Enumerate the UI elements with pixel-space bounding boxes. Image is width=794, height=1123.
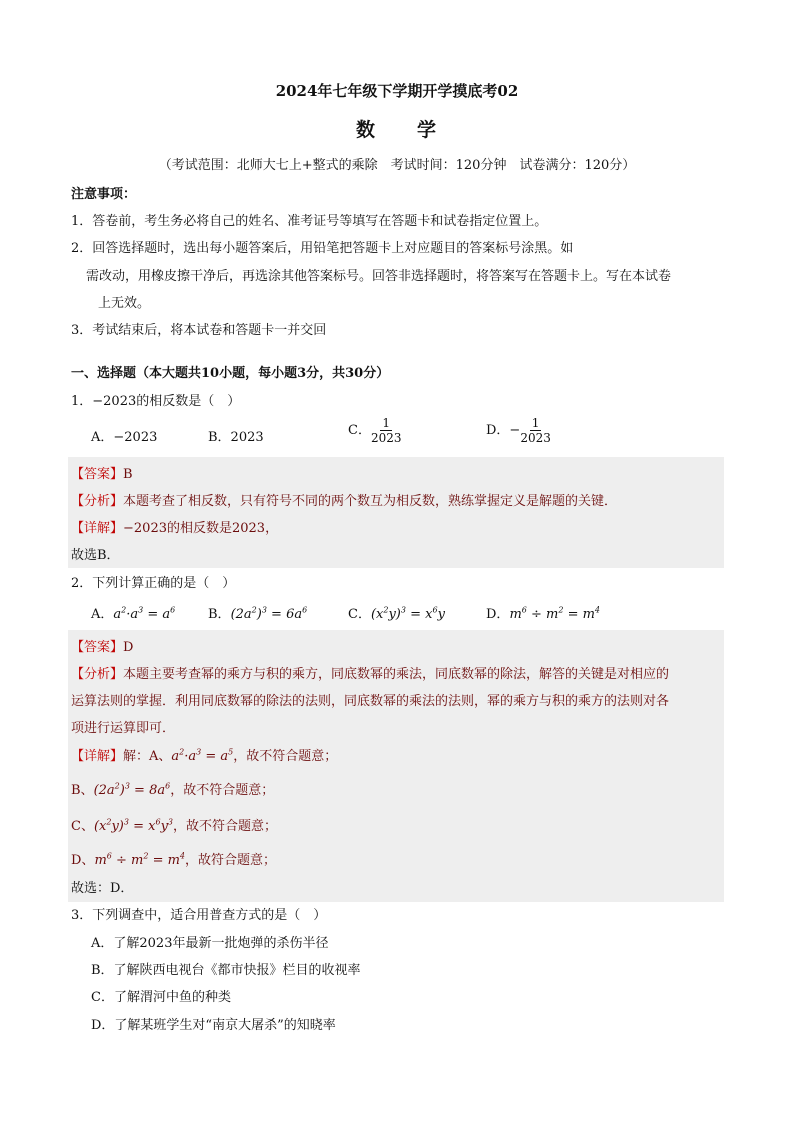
note-2: 2．回答选择题时，选出每小题答案后，用铅笔把答题卡上对应题目的答案标号涂黑。如 — [71, 241, 574, 256]
detail-tag: 【详解】 — [71, 521, 124, 536]
detail-a-formula: $a^2\cdot a^3 = a^5$ — [171, 747, 234, 764]
q2-analysis-line-2: 运算法则的掌握．利用同底数幂的除法的法则，同底数幂的乘法的法则，幂的乘方与积的乘方的法则对各 — [71, 694, 670, 709]
q1-conclusion: 故选B． — [71, 548, 120, 563]
answer-value: B — [123, 467, 133, 482]
detail-a-suffix: ，故不符合题意； — [233, 749, 338, 764]
answer-tag: 【答案】 — [71, 467, 124, 482]
q1-option-b: B．2023 — [208, 430, 264, 445]
detail-c-suffix: ，故不符合题意； — [173, 819, 278, 834]
q1-option-d-label: D．− — [486, 423, 521, 438]
q2-option-c-formula: $(x^2y)^3 = x^6y$ — [370, 605, 445, 622]
q1-answer-box — [68, 457, 724, 568]
q2-option-a-label: A． — [91, 607, 114, 622]
subject-char-2: 学 — [417, 119, 439, 141]
note-2-cont: 需改动，用橡皮擦干净后，再选涂其他答案标号。回答非选择题时，将答案写在答题卡上。写在本试卷 — [86, 269, 672, 284]
q3-option-b: B．了解陕西电视台《都市快报》栏目的收视率 — [91, 963, 361, 978]
detail-b-formula: $(2a^2)^3 = 8a^6$ — [93, 781, 171, 798]
answer-value: D — [123, 640, 134, 655]
detail-d-formula: $m^6 \div m^2 = m^4$ — [94, 851, 186, 868]
detail-c-prefix: C、 — [71, 819, 94, 834]
exam-title: 2024年七年级下学期开学摸底考02 — [275, 82, 519, 100]
q2-option-b-formula: $(2a^2)^3 = 6a^6$ — [230, 605, 308, 622]
q2-option-b — [208, 603, 307, 622]
q2-detail-c — [71, 815, 277, 834]
note-1: 1．答卷前，考生务必将自己的姓名、准考证号等填写在答题卡和试卷指定位置上。 — [71, 214, 548, 229]
q1-analysis — [71, 490, 617, 509]
analysis-tag: 【分析】 — [71, 667, 124, 682]
detail-d-suffix: ，故符合题意； — [185, 853, 277, 868]
q2-detail-d — [71, 849, 276, 868]
q1-stem: 1．−2023的相反数是（ ） — [71, 394, 241, 409]
q1-option-d — [486, 416, 551, 445]
q2-answer — [71, 636, 133, 655]
detail-d-prefix: D、 — [71, 853, 95, 868]
q1-option-d-fraction — [520, 416, 551, 445]
fraction-numerator: 1 — [382, 416, 391, 430]
q2-detail-a — [71, 745, 337, 764]
q3-stem: 3．下列调查中，适合用普查方式的是（ ） — [71, 908, 327, 923]
note-2-end: 上无效。 — [98, 296, 151, 311]
q2-analysis — [71, 663, 669, 682]
q3-option-a: A．了解2023年最新一批炮弹的杀伤半径 — [91, 936, 329, 951]
detail-b-suffix: ，故不符合题意； — [170, 783, 275, 798]
q2-option-d-formula: $m^6 \div m^2 = m^4$ — [509, 605, 601, 622]
section-1-heading: 一、选择题（本大题共10小题，每小题3分，共30分） — [71, 366, 390, 381]
q3-option-d: D．了解某班学生对“南京大屠杀”的知晓率 — [91, 1018, 336, 1033]
q1-option-a: A．−2023 — [91, 430, 158, 445]
detail-text: −2023的相反数是2023， — [123, 521, 279, 536]
q2-option-d — [486, 603, 600, 622]
q3-option-c: C．了解渭河中鱼的种类 — [91, 990, 231, 1005]
q1-option-c — [348, 416, 402, 445]
detail-tag: 【详解】 — [71, 749, 124, 764]
q2-option-b-label: B． — [208, 607, 231, 622]
q2-option-a-formula: $a^2\cdot a^3 = a^6$ — [113, 605, 176, 622]
answer-tag: 【答案】 — [71, 640, 124, 655]
q2-conclusion: 故选：D． — [71, 881, 134, 896]
analysis-text: 本题主要考查幂的乘方与积的乘方，同底数幂的乘法，同底数幂的除法，解答的关键是对相应的 — [123, 667, 670, 682]
subject-title — [0, 115, 794, 142]
q2-detail-b — [71, 779, 274, 798]
q1-option-c-label: C． — [348, 423, 371, 438]
q1-detail — [71, 517, 278, 536]
q2-option-c — [348, 603, 445, 622]
fraction-denominator: 2023 — [520, 431, 551, 445]
q2-analysis-line-3: 项进行运算即可． — [71, 721, 176, 736]
fraction-numerator: 1 — [531, 416, 540, 430]
detail-c-formula: $(x^2y)^3 = x^6y^3$ — [93, 817, 174, 834]
q1-option-c-fraction — [371, 416, 402, 445]
q2-option-d-label: D． — [486, 607, 510, 622]
analysis-text: 本题考查了相反数，只有符号不同的两个数互为相反数，熟练掌握定义是解题的关键． — [123, 494, 618, 509]
exam-scope: （考试范围：北师大七上+整式的乘除 考试时间：120分钟 试卷满分：120分） — [158, 158, 636, 173]
detail-a-prefix: 解：A、 — [123, 749, 172, 764]
notes-heading: 注意事项： — [71, 187, 137, 202]
fraction-denominator: 2023 — [370, 431, 402, 445]
note-3: 3．考试结束后，将本试卷和答题卡一并交回 — [71, 323, 327, 338]
q1-answer — [71, 463, 133, 482]
q2-option-a — [91, 603, 175, 622]
subject-char-1: 数 — [355, 119, 377, 141]
analysis-tag: 【分析】 — [71, 494, 124, 509]
q2-stem: 2．下列计算正确的是（ ） — [71, 576, 236, 591]
q2-option-c-label: C． — [348, 607, 371, 622]
detail-b-prefix: B、 — [71, 783, 94, 798]
